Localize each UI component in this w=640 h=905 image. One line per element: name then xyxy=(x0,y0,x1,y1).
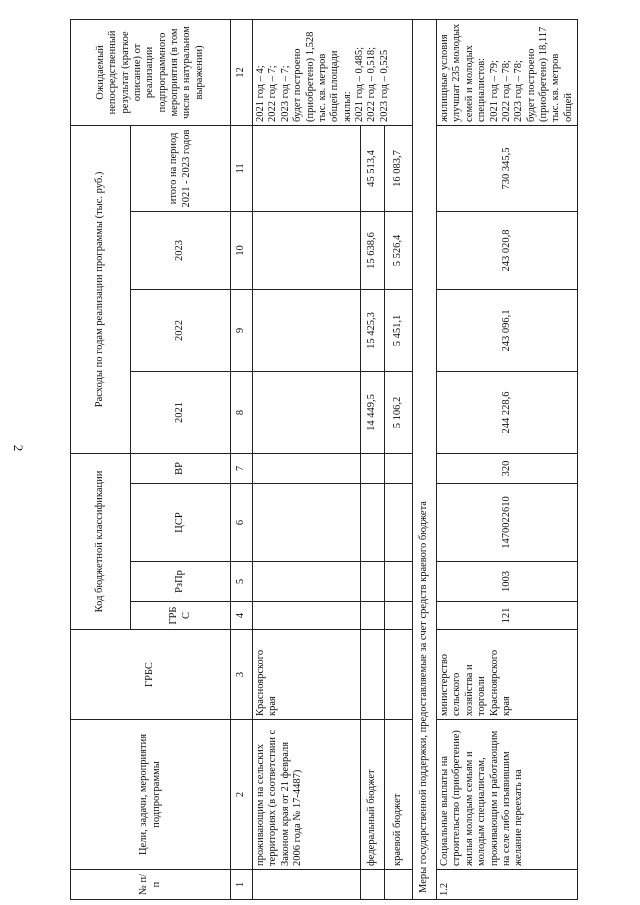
header-result: Ожидаемый непосредственный результат (краткое описание) от реализации подпрограммного мероприятия (в том числе в натуральном выражении) xyxy=(71,19,231,125)
row12-grbs-code: 121 xyxy=(437,602,578,630)
col-num: 7 xyxy=(231,453,253,483)
federal-label: федеральный бюджет xyxy=(361,720,385,870)
col-num: 1 xyxy=(231,870,253,900)
header-2021: 2021 xyxy=(131,371,231,453)
row12-2022: 243 096,1 xyxy=(437,289,578,371)
header-vr: ВР xyxy=(131,453,231,483)
col-num: 6 xyxy=(231,484,253,562)
regional-2022: 5 451,1 xyxy=(385,289,413,371)
col-num: 5 xyxy=(231,562,253,602)
col-num: 11 xyxy=(231,125,253,211)
col-num: 4 xyxy=(231,602,253,630)
col-num: 9 xyxy=(231,289,253,371)
regional-total: 16 083,7 xyxy=(385,125,413,211)
col-num: 8 xyxy=(231,371,253,453)
row1-text: проживающим на сельских территориях (в соответствии с Законом края от 21 февраля 2006 года № 17-4487) xyxy=(253,720,361,870)
header-total: итого на период 2021 - 2023 годов xyxy=(131,125,231,211)
federal-2023: 15 638,6 xyxy=(361,211,385,289)
table-row xyxy=(253,19,361,899)
row12-total: 730 345,5 xyxy=(437,125,578,211)
header-grbs-code: ГРБ С xyxy=(131,602,231,630)
row12-grbs: министерство сельского хозяйства и торговли Красноярского края xyxy=(437,630,578,720)
section-title: Меры государственной поддержки, предоставляемые за счет средств краевого бюджета xyxy=(413,19,437,899)
header-csr: ЦСР xyxy=(131,484,231,562)
regional-2021: 5 106,2 xyxy=(385,371,413,453)
page-number: 2 xyxy=(11,444,26,452)
federal-total: 45 513,4 xyxy=(361,125,385,211)
section-row xyxy=(413,19,437,899)
header-goals: Цели, задачи, мероприятия подпрограммы xyxy=(71,720,231,870)
regional-label: краевой бюджет xyxy=(385,720,413,870)
header-rzpr: РзПр xyxy=(131,562,231,602)
row1-grbs: Красноярского края xyxy=(253,630,361,720)
program-table xyxy=(70,19,578,900)
row12-vr: 320 xyxy=(437,453,578,483)
row12-rzpr: 1003 xyxy=(437,562,578,602)
col-num: 12 xyxy=(231,19,253,125)
header-grbs: ГРБС xyxy=(71,630,231,720)
table-row xyxy=(385,19,413,899)
header-code-group: Код бюджетной классификации xyxy=(71,453,131,629)
row1-num xyxy=(253,870,361,900)
header-2022: 2022 xyxy=(131,289,231,371)
col-num: 3 xyxy=(231,630,253,720)
row1-result: 2021 год – 4; 2022 год – 7; 2023 год – 7; будет построено (приобретено) 1,528 тыс. кв. метров общей площади жилья: 2021 год – 0,485; 2022 год – 0,518; 2023 год – 0,525 xyxy=(253,19,413,125)
regional-2023: 5 526,4 xyxy=(385,211,413,289)
federal-2022: 15 425,3 xyxy=(361,289,385,371)
row12-csr: 1470022610 xyxy=(437,484,578,562)
rotated-page xyxy=(70,20,618,900)
row12-2023: 243 020,8 xyxy=(437,211,578,289)
row12-num: 1.2 xyxy=(437,870,578,900)
header-2023: 2023 xyxy=(131,211,231,289)
header-num: № п/п xyxy=(71,870,231,900)
col-num: 10 xyxy=(231,211,253,289)
row12-text: Социальные выплаты на строительство (приобретение) жилья молодым семьям и молодым специалистам, проживающим и работающим на селе либо изъявившим желание переехать на xyxy=(437,720,578,870)
row12-2021: 244 228,6 xyxy=(437,371,578,453)
table-row xyxy=(437,19,578,899)
column-numbers-row xyxy=(231,19,253,899)
federal-2021: 14 449,5 xyxy=(361,371,385,453)
col-num: 2 xyxy=(231,720,253,870)
header-expense-group: Расходы по годам реализации программы (тыс. руб.) xyxy=(71,125,131,453)
row12-result: жилищные условия улучшат 235 молодых семей и молодых специалистов: 2021 год – 79; 2022 год – 78; 2023 год – 78; будет построено (приобретено) 18,117 тыс. кв. метров общей xyxy=(437,19,578,125)
table-row xyxy=(361,19,385,899)
